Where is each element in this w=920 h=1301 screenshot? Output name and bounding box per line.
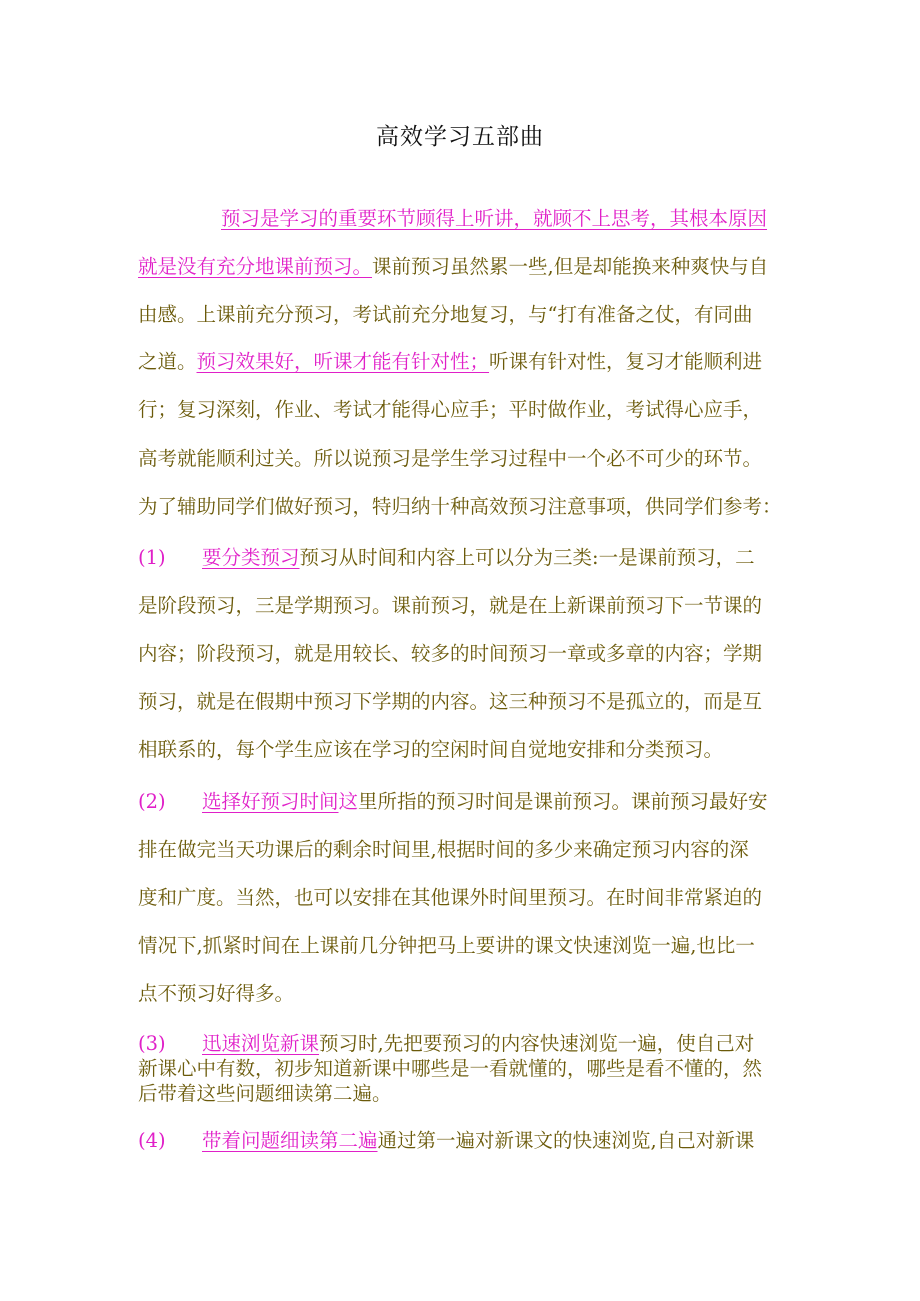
- list-item-2-line-5: 点不预习好得多。: [138, 982, 295, 1005]
- intro-line-2: [138, 257, 768, 277]
- item-text: 里所指的预习时间是课前预习。课前预习最好安: [358, 790, 768, 813]
- item-heading[interactable]: 要分类预习: [202, 546, 300, 569]
- item-text: 通过第一遍对新课文的快速浏览,自己对新课: [377, 1129, 755, 1152]
- intro-highlight-1[interactable]: 预习是学习的重要环节顾得上听讲，就顾不上思考，其根本原因: [221, 207, 768, 230]
- item-number: (2): [138, 790, 166, 813]
- intro-highlight-2[interactable]: 就是没有充分地课前预习。: [138, 255, 373, 278]
- list-item-3-line-1: [138, 1034, 754, 1054]
- item-text: 预习时,先把要预习的内容快速浏览一遍，使自己对: [319, 1032, 755, 1055]
- intro-line-5: 行；复习深刻，作业、考试才能得心应手；平时做作业，考试得心应手，: [138, 398, 763, 421]
- item-number: (3): [138, 1032, 166, 1055]
- list-item-4-line-1: [138, 1131, 754, 1151]
- list-item-1-line-2: 是阶段预习，三是学期预习。课前预习，就是在上新课前预习下一节课的: [138, 594, 763, 617]
- intro-text-2: 课前预习虽然累一些,但是却能换来种爽快与自: [372, 255, 769, 278]
- item-heading[interactable]: 迅速浏览新课: [202, 1032, 320, 1055]
- list-item-1-line-3: 内容；阶段预习，就是用较长、较多的时间预习一章或多章的内容；学期: [138, 642, 763, 665]
- item-heading[interactable]: 带着问题细读第二遍: [202, 1129, 378, 1152]
- list-item-1-line-4: 预习，就是在假期中预习下学期的内容。这三种预习不是孤立的，而是互: [138, 690, 763, 713]
- intro-line-3: 由感。上课前充分预习，考试前充分地复习，与“打有准备之仗，有同曲: [138, 303, 753, 326]
- intro-line-7: 为了辅助同学们做好预习，特归纳十种高效预习注意事项，供同学们参考：: [138, 495, 782, 518]
- intro-text-4-pre: 之道。: [138, 350, 197, 373]
- item-text: 预习从时间和内容上可以分为三类:一是课前预习，二: [299, 546, 755, 569]
- item-number: (1): [138, 546, 166, 569]
- intro-line-1: [221, 209, 767, 229]
- list-item-1-line-5: 相联系的，每个学生应该在学习的空闲时间自觉地安排和分类预习。: [138, 738, 724, 761]
- item-number: (4): [138, 1129, 166, 1152]
- intro-text-4: 听课有针对性，复习才能顺利进: [489, 350, 763, 373]
- page-title: 高效学习五部曲: [376, 124, 544, 150]
- intro-highlight-3[interactable]: 预习效果好，听课才能有针对性；: [196, 350, 490, 373]
- list-item-2-line-4: 情况下,抓紧时间在上课前几分钟把马上要讲的课文快速浏览一遍,也比一: [138, 934, 755, 957]
- intro-line-4: [138, 352, 762, 372]
- intro-line-6: 高考就能顺利过关。所以说预习是学生学习过程中一个必不可少的环节。: [138, 447, 763, 470]
- list-item-2-line-1: [138, 792, 768, 812]
- list-item-2-line-2: 排在做完当天功课后的剩余时间里,根据时间的多少来确定预习内容的深: [138, 838, 749, 861]
- list-item-3-line-2: 新课心中有数，初步知道新课中哪些是一看就懂的，哪些是看不懂的，然: [138, 1057, 763, 1080]
- item-heading[interactable]: 选择好预习时间: [202, 790, 339, 813]
- list-item-3-line-3: 后带着这些问题细读第二遍。: [138, 1082, 392, 1105]
- item-text-highlight: 这: [338, 790, 359, 813]
- list-item-1-line-1: [138, 548, 755, 568]
- list-item-2-line-3: 度和广度。当然，也可以安排在其他课外时间里预习。在时间非常紧迫的: [138, 886, 763, 909]
